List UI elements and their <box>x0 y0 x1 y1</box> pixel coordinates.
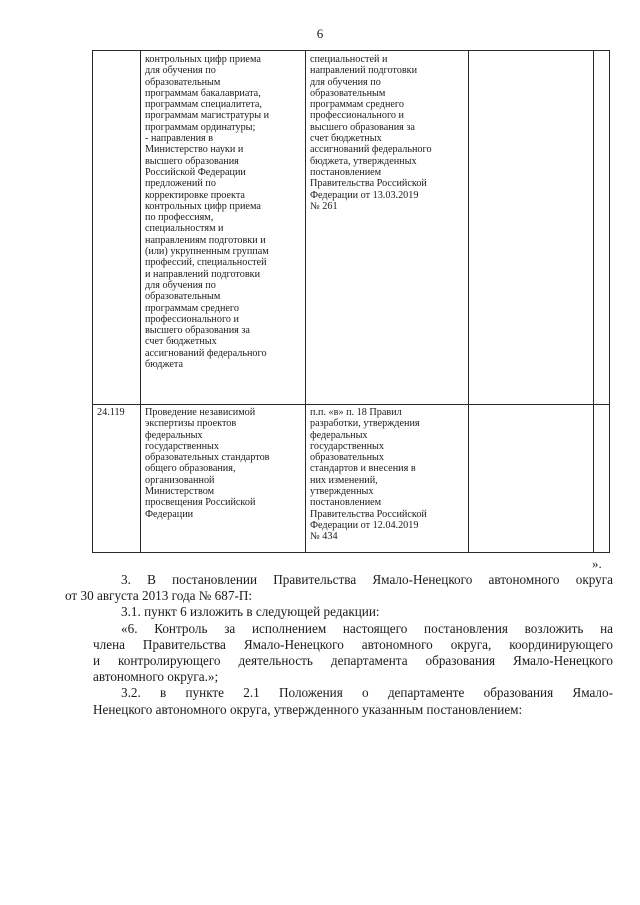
text-line: ассигнований федерального <box>145 347 267 359</box>
paragraph-item-3-2 <box>93 685 613 717</box>
text-line: организованной <box>145 474 215 486</box>
text-line: бюджета, утвержденных <box>310 155 417 167</box>
text-line: № 261 <box>310 200 338 212</box>
paragraph-item-3-1 <box>93 604 613 620</box>
text-line: программам ординатуры; <box>145 121 256 133</box>
text-line: программам бакалавриата, <box>145 87 261 99</box>
closing-quote-mark: ». <box>592 556 602 571</box>
text-line: предложений по <box>145 178 216 190</box>
text-line: 3.1. пункт 6 изложить в следующей редакции: <box>121 604 380 620</box>
text-line: программам магистратуры и <box>145 110 270 122</box>
text-line: 3.2. в пункте 2.1 Положения о департаменте образования Ямало- <box>121 685 613 701</box>
text-line: и направлений подготовки <box>145 268 261 280</box>
paragraph-resolution-amendment <box>65 572 613 604</box>
text-line: - направления в <box>145 133 214 145</box>
text-line: Министерство науки и <box>145 144 244 156</box>
column-divider <box>305 51 306 552</box>
text-line: образовательным <box>310 87 386 99</box>
text-line: профессионального и <box>310 110 404 122</box>
text-line: счет бюджетных <box>310 133 382 145</box>
text-line: № 434 <box>310 531 338 543</box>
text-line: Правительства Российской <box>310 508 427 520</box>
table-cell-description <box>145 54 269 370</box>
text-line: утвержденных <box>310 486 374 498</box>
document-body <box>65 572 613 718</box>
text-line: программам среднего <box>145 302 239 314</box>
table-cell-basis <box>310 407 427 543</box>
text-line: постановлением <box>310 166 382 178</box>
text-line: образовательным <box>145 291 221 303</box>
text-line: для обучения по <box>145 65 216 77</box>
text-line: Федерации от 12.04.2019 <box>310 519 419 531</box>
text-line: высшего образования за <box>310 121 415 133</box>
text-line: федеральных <box>310 429 368 441</box>
text-line: 3. В постановлении Правительства Ямало-Ненецкого автономного округа <box>121 572 613 587</box>
table-cell-description <box>145 407 269 520</box>
text-line: программам специалитета, <box>145 99 262 111</box>
text-line: разработки, утверждения <box>310 418 420 430</box>
regulation-table <box>92 50 610 553</box>
text-line: Правительства Российской <box>310 178 427 190</box>
column-divider <box>593 51 594 552</box>
text-line: п.п. «в» п. 18 Правил <box>310 407 402 418</box>
text-line: программам среднего <box>310 99 404 111</box>
text-line: постановлением <box>310 497 382 509</box>
column-divider <box>140 51 141 552</box>
text-line: федеральных <box>145 429 203 441</box>
text-line: по профессиям, <box>145 212 214 224</box>
text-line: Федерации <box>145 508 194 520</box>
text-line: ассигнований федерального <box>310 144 432 156</box>
text-line: государственных <box>145 440 219 452</box>
text-line: счет бюджетных <box>145 336 217 348</box>
text-line: профессий, специальностей <box>145 257 267 269</box>
text-line: государственных <box>310 440 384 452</box>
text-line: стандартов и внесения в <box>310 463 416 475</box>
text-line: контрольных цифр приема <box>145 54 261 65</box>
text-line: Российской Федерации <box>145 166 246 178</box>
text-line: общего образования, <box>145 463 236 475</box>
text-line: Министерством <box>145 486 215 498</box>
text-line: члена Правительства Ямало-Ненецкого автономного округа, координирующего <box>93 636 613 652</box>
text-line: экспертизы проектов <box>145 418 237 430</box>
text-line: образовательным <box>145 76 221 88</box>
text-line: «6. Контроль за исполнением настоящего постановления возложить на <box>121 620 613 636</box>
column-divider <box>468 51 469 552</box>
text-line: профессионального и <box>145 313 239 325</box>
row-divider <box>93 404 609 405</box>
text-line: специальностей и <box>310 54 388 65</box>
table-cell-basis <box>310 54 432 212</box>
text-line: образовательных стандартов <box>145 452 270 464</box>
text-line: Ненецкого автономного округа, утвержденного указанным постановлением: <box>93 701 523 717</box>
text-line: них изменений, <box>310 474 378 486</box>
text-line: и контролирующего деятельность департамента образования Ямало-Ненецкого <box>93 653 613 669</box>
text-line: от 30 августа 2013 года № 687-П: <box>65 588 253 604</box>
text-line: высшего образования <box>145 155 239 167</box>
text-line: автономного округа.»; <box>93 669 219 685</box>
text-line: Федерации от 13.03.2019 <box>310 189 419 201</box>
paragraph-item-6-text <box>93 621 613 686</box>
text-line: контрольных цифр приема <box>145 200 261 212</box>
text-line: для обучения по <box>310 76 381 88</box>
page-number: 6 <box>316 26 324 41</box>
text-line: образовательных <box>310 452 384 464</box>
text-line: просвещения Российской <box>145 497 256 509</box>
text-line: для обучения по <box>145 279 216 291</box>
text-line: направлениям подготовки и <box>145 234 266 246</box>
text-line: Проведение независимой <box>145 407 256 418</box>
table-cell-number: 24.119 <box>97 407 125 418</box>
text-line: бюджета <box>145 359 183 371</box>
text-line: корректировке проекта <box>145 189 245 201</box>
text-line: высшего образования за <box>145 325 250 337</box>
text-line: направлений подготовки <box>310 65 418 77</box>
text-line: (или) укрупненным группам <box>145 246 269 258</box>
text-line: специальностям и <box>145 223 224 235</box>
